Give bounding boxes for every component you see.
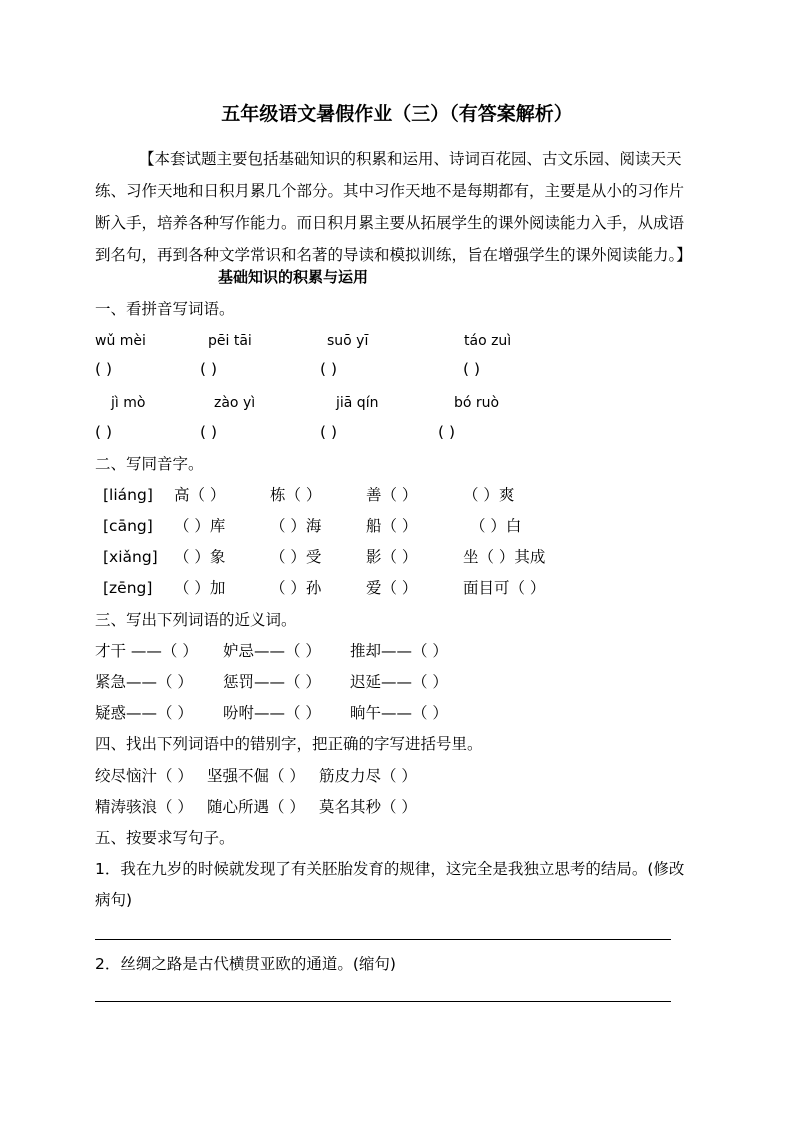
pinyin-label: pēi tāi bbox=[208, 333, 252, 349]
synonym-item[interactable]: 推却——（ ） bbox=[350, 642, 448, 660]
pinyin-label: wǔ mèi bbox=[95, 333, 146, 349]
synonym-item[interactable]: 妒忌——（ ） bbox=[223, 642, 321, 660]
homophone-item[interactable]: （ ）白 bbox=[470, 517, 522, 535]
typo-item[interactable]: 莫名其秒（ ） bbox=[319, 798, 417, 816]
answer-blank[interactable]: ( ) bbox=[95, 423, 113, 441]
answer-blank[interactable]: ( ) bbox=[320, 423, 338, 441]
answer-blank[interactable]: ( ) bbox=[95, 360, 113, 378]
homophone-item[interactable]: 高（ ） bbox=[174, 486, 226, 504]
synonym-item[interactable]: 疑惑——（ ） bbox=[95, 704, 193, 722]
homophone-item[interactable]: 善（ ） bbox=[366, 486, 418, 504]
pinyin-label: bó ruò bbox=[454, 395, 500, 411]
answer-line[interactable] bbox=[95, 1001, 671, 1002]
answer-blank[interactable]: ( ) bbox=[438, 423, 456, 441]
pinyin-tag: [liáng] bbox=[103, 486, 153, 504]
answer-line[interactable] bbox=[95, 939, 671, 940]
pinyin-label: jiā qín bbox=[336, 395, 379, 411]
pinyin-tag: [zēng] bbox=[103, 579, 153, 597]
synonym-item[interactable]: 紧急——（ ） bbox=[95, 673, 193, 691]
homophone-item[interactable]: （ ）加 bbox=[174, 579, 226, 597]
homophone-item[interactable]: （ ）受 bbox=[270, 548, 322, 566]
pinyin-label: jì mò bbox=[111, 395, 146, 411]
page-title: 五年级语文暑假作业（三）（有答案解析） bbox=[221, 103, 573, 125]
typo-item[interactable]: 随心所遇（ ） bbox=[207, 798, 305, 816]
synonym-item[interactable]: 迟延——（ ） bbox=[350, 673, 448, 691]
intro-line: 【本套试题主要包括基础知识的积累和运用、诗词百花园、古文乐园、阅读天天 bbox=[139, 150, 682, 168]
typo-item[interactable]: 筋皮力尽（ ） bbox=[319, 767, 417, 785]
homophone-item[interactable]: （ ）海 bbox=[270, 517, 322, 535]
q3-heading: 三、写出下列词语的近义词。 bbox=[95, 611, 297, 629]
pinyin-label: táo zuì bbox=[464, 333, 512, 349]
section-subtitle: 基础知识的积累与运用 bbox=[218, 268, 369, 286]
q4-heading: 四、找出下列词语中的错别字，把正确的字写进括号里。 bbox=[95, 735, 483, 753]
sentence-task: 病句) bbox=[95, 891, 133, 909]
homophone-item[interactable]: 爱（ ） bbox=[366, 579, 418, 597]
pinyin-label: zào yì bbox=[214, 395, 256, 411]
intro-paragraph bbox=[95, 143, 723, 271]
synonym-item[interactable]: 晌午——（ ） bbox=[350, 704, 448, 722]
homophone-item[interactable]: （ ）爽 bbox=[463, 486, 515, 504]
pinyin-label: suō yī bbox=[327, 333, 369, 349]
sentence-task: 1．我在九岁的时候就发现了有关胚胎发育的规律，这完全是我独立思考的结局。(修改 bbox=[95, 860, 685, 878]
homophone-item[interactable]: 栋（ ） bbox=[270, 486, 322, 504]
homophone-item[interactable]: （ ）孙 bbox=[270, 579, 322, 597]
pinyin-tag: [xiǎng] bbox=[103, 548, 158, 566]
answer-blank[interactable]: ( ) bbox=[463, 360, 481, 378]
homophone-item[interactable]: （ ）象 bbox=[174, 548, 226, 566]
homophone-item[interactable]: 面目可（ ） bbox=[463, 579, 546, 597]
intro-line: 练、习作天地和日积月累几个部分。其中习作天地不是每期都有，主要是从小的习作片 bbox=[95, 182, 685, 200]
sentence-task: 2．丝绸之路是古代横贯亚欧的通道。(缩句) bbox=[95, 955, 396, 973]
homophone-item[interactable]: 船（ ） bbox=[366, 517, 418, 535]
q5-heading: 五、按要求写句子。 bbox=[95, 829, 235, 847]
homophone-item[interactable]: 坐（ ）其成 bbox=[463, 548, 546, 566]
q1-heading: 一、看拼音写词语。 bbox=[95, 300, 235, 318]
answer-blank[interactable]: ( ) bbox=[320, 360, 338, 378]
intro-line: 断入手，培养各种写作能力。而日积月累主要从拓展学生的课外阅读能力入手，从成语 bbox=[95, 214, 685, 232]
typo-item[interactable]: 绞尽恼汁（ ） bbox=[95, 767, 193, 785]
answer-blank[interactable]: ( ) bbox=[200, 423, 218, 441]
pinyin-tag: [cāng] bbox=[103, 517, 153, 535]
intro-line: 到名句，再到各种文学常识和名著的导读和模拟训练，旨在增强学生的课外阅读能力。】 bbox=[95, 246, 692, 264]
typo-item[interactable]: 精涛骇浪（ ） bbox=[95, 798, 193, 816]
answer-blank[interactable]: ( ) bbox=[200, 360, 218, 378]
synonym-item[interactable]: 惩罚——（ ） bbox=[223, 673, 321, 691]
synonym-item[interactable]: 吩咐——（ ） bbox=[223, 704, 321, 722]
synonym-item[interactable]: 才干 ——（ ） bbox=[95, 642, 198, 660]
homophone-item[interactable]: 影（ ） bbox=[366, 548, 418, 566]
homophone-item[interactable]: （ ）库 bbox=[174, 517, 226, 535]
q2-heading: 二、写同音字。 bbox=[95, 455, 204, 473]
typo-item[interactable]: 坚强不倔（ ） bbox=[207, 767, 305, 785]
